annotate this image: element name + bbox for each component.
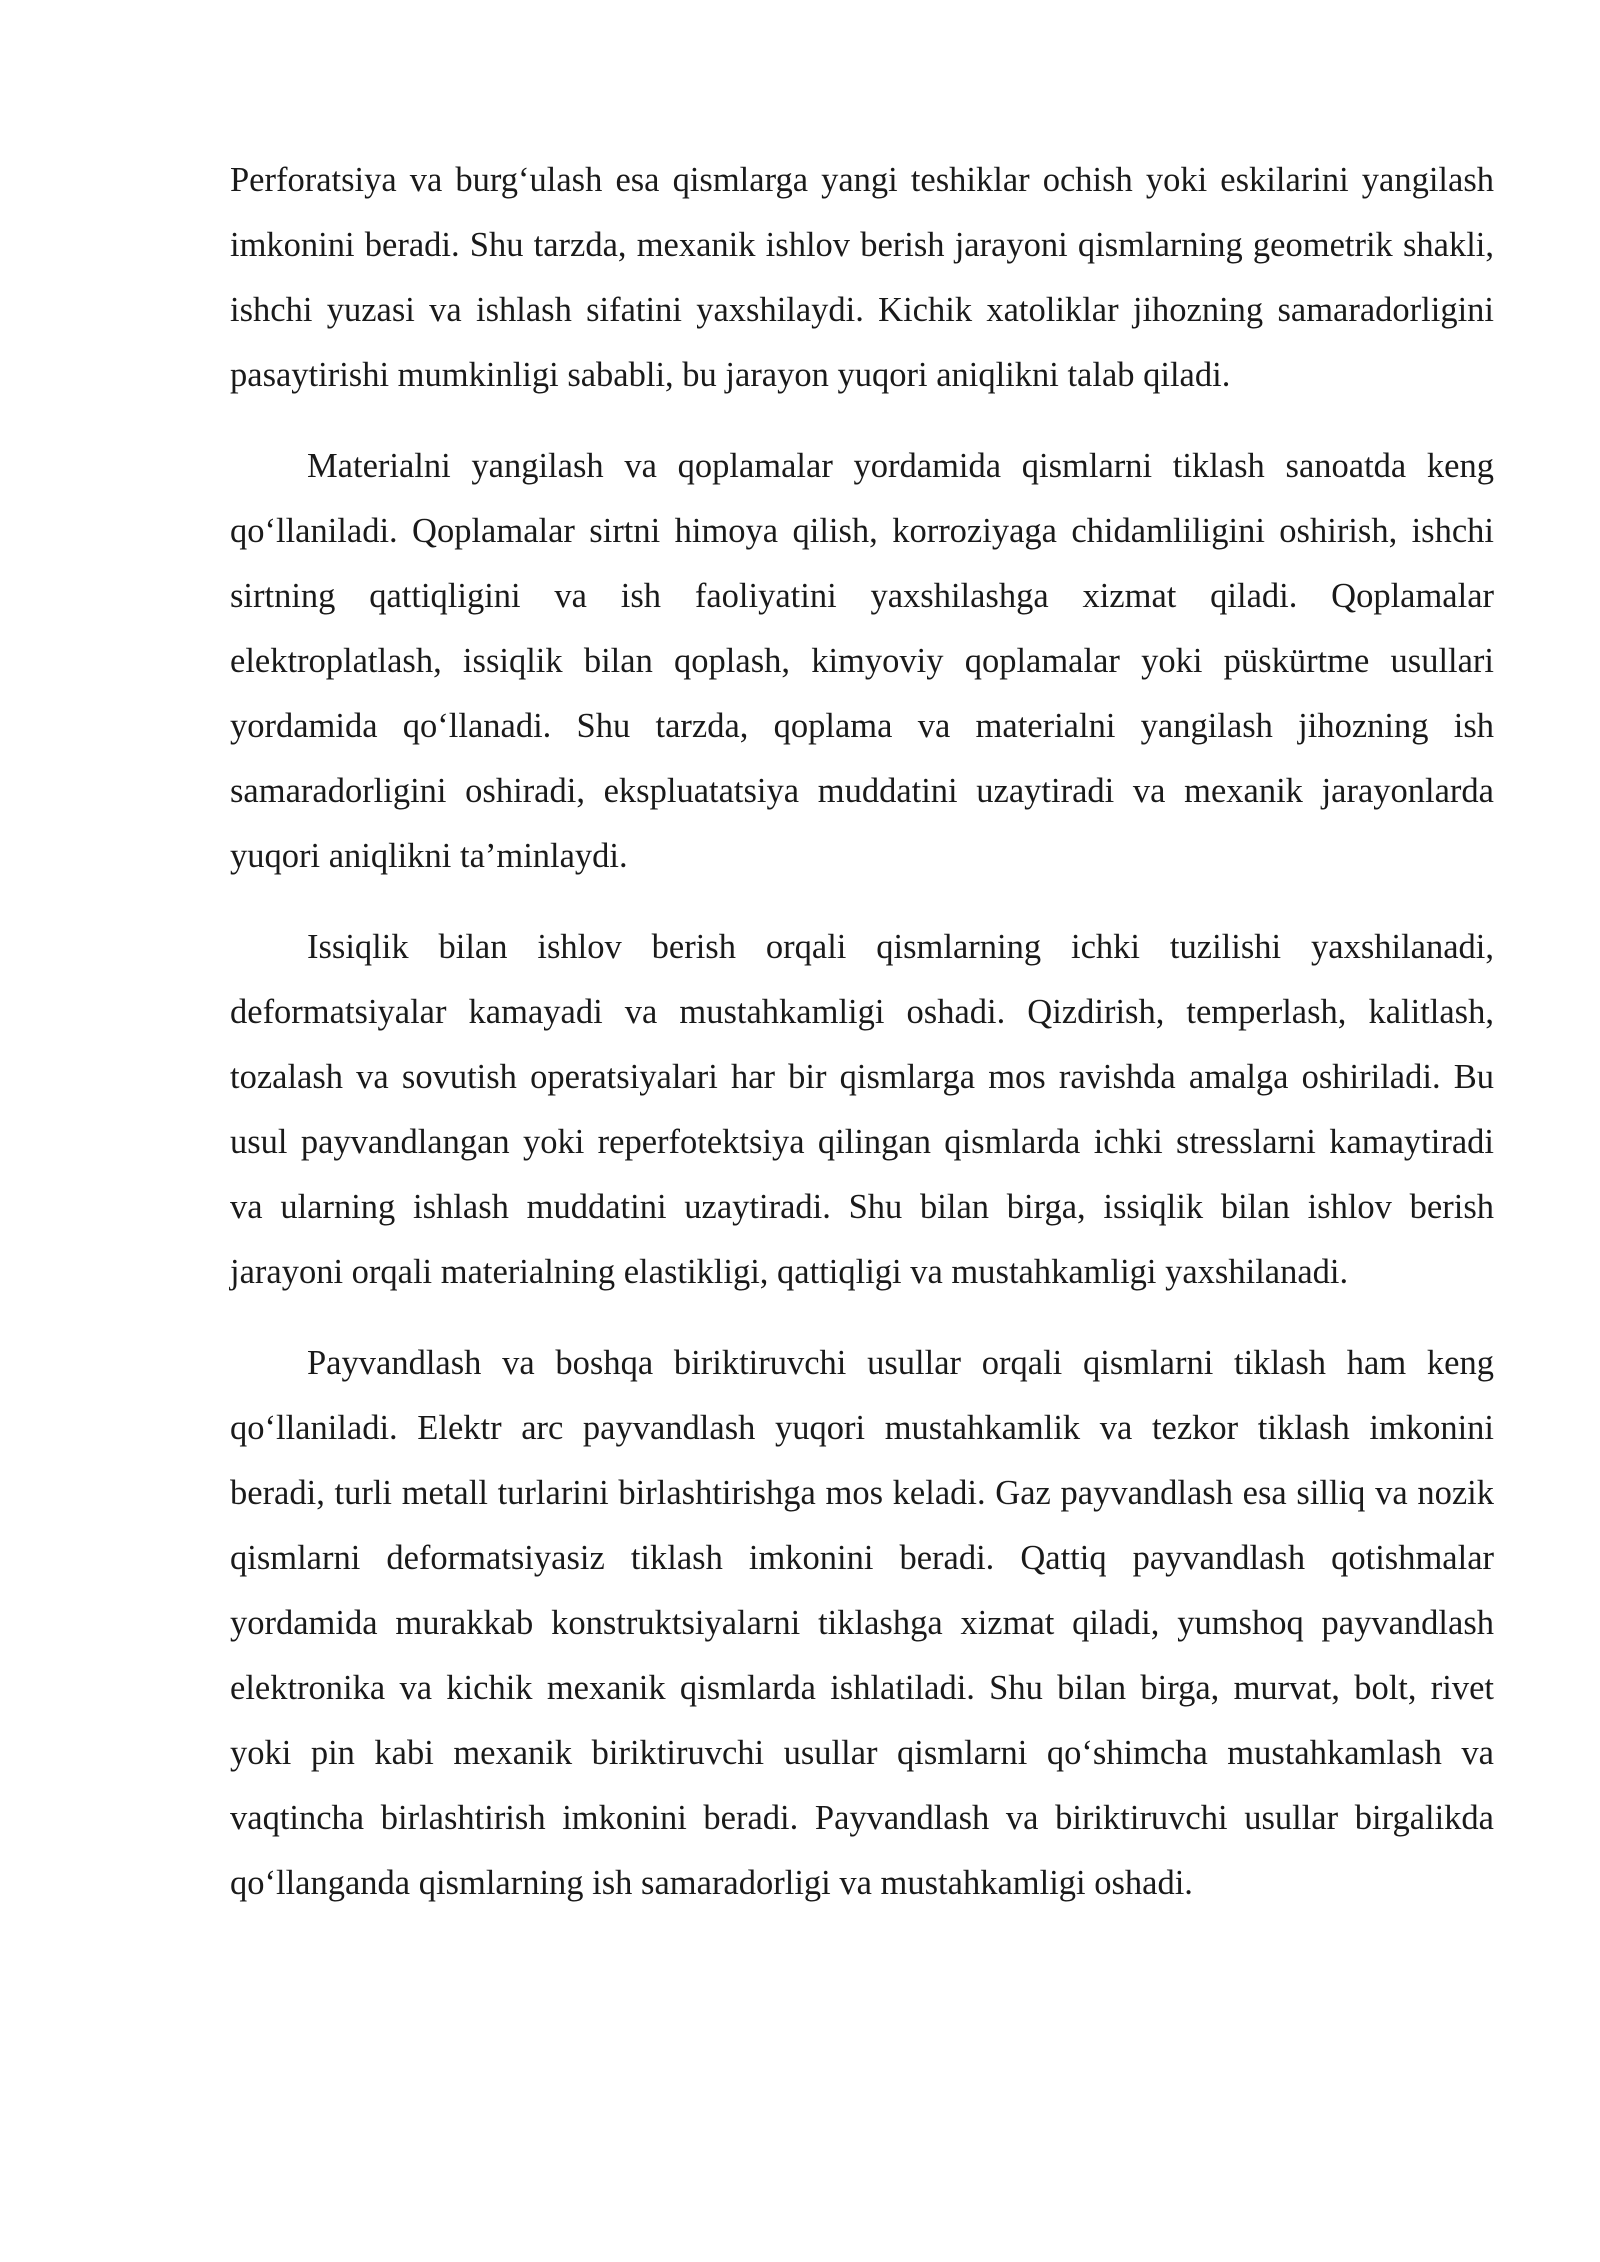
paragraph-coatings: Materialni yangilash va qoplamalar yordamida qismlarni tiklash sanoatda keng qo‘llaniladi. Qoplamalar sirtni himoya qilish, korroziyaga chidamliligini oshirish, ishchi sirtning qattiqligini va ish faoliyatini yaxshilashga xizmat qiladi. Qoplamalar elektroplatlash, issiqlik bilan qoplash, kimyoviy qoplamalar yoki püskürtme usullari yordamida qo‘llanadi. Shu tarzda, qoplama va materialni yangilash jihozning ish samaradorligini oshiradi, ekspluatatsiya muddatini uzaytiradi va mexanik jarayonlarda yuqori aniqlikni ta’minlaydi. bbox=[230, 447, 1494, 875]
paragraph-heat-treatment: Issiqlik bilan ishlov berish orqali qismlarning ichki tuzilishi yaxshilanadi, deformatsiyalar kamayadi va mustahkamligi oshadi. Qizdirish, temperlash, kalitlash, tozalash va sovutish operatsiyalari har bir qismlarga mos ravishda amalga oshiriladi. Bu usul payvandlangan yoki reperfotektsiya qilingan qismlarda ichki stresslarni kamaytiradi va ularning ishlash muddatini uzaytiradi. Shu bilan birga, issiqlik bilan ishlov berish jarayoni orqali materialning elastikligi, qattiqligi va mustahkamligi yaxshilanadi. bbox=[230, 928, 1494, 1291]
paragraph-welding: Payvandlash va boshqa biriktiruvchi usullar orqali qismlarni tiklash ham keng qo‘llaniladi. Elektr arc payvandlash yuqori mustahkamlik va tezkor tiklash imkonini beradi, turli metall turlarini birlashtirishga mos keladi. Gaz payvandlash esa silliq va nozik qismlarni deformatsiyasiz tiklash imkonini beradi. Qattiq payvandlash qotishmalar yordamida murakkab konstruktsiyalarni tiklashga xizmat qiladi, yumshoq payvandlash elektronika va kichik mexanik qismlarda ishlatiladi. Shu bilan birga, murvat, bolt, rivet yoki pin kabi mexanik biriktiruvchi usullar qismlarni qo‘shimcha mustahkamlash va vaqtincha birlashtirish imkonini beradi. Payvandlash va biriktiruvchi usullar birgalikda qo‘llanganda qismlarning ish samaradorligi va mustahkamligi oshadi. bbox=[230, 1344, 1494, 1902]
document-body bbox=[230, 148, 1494, 1942]
paragraph-perforation: Perforatsiya va burg‘ulash esa qismlarga yangi teshiklar ochish yoki eskilarini yangilash imkonini beradi. Shu tarzda, mexanik ishlov berish jarayoni qismlarning geometrik shakli, ishchi yuzasi va ishlash sifatini yaxshilaydi. Kichik xatoliklar jihozning samaradorligini pasaytirishi mumkinligi sababli, bu jarayon yuqori aniqlikni talab qiladi. bbox=[230, 161, 1494, 394]
